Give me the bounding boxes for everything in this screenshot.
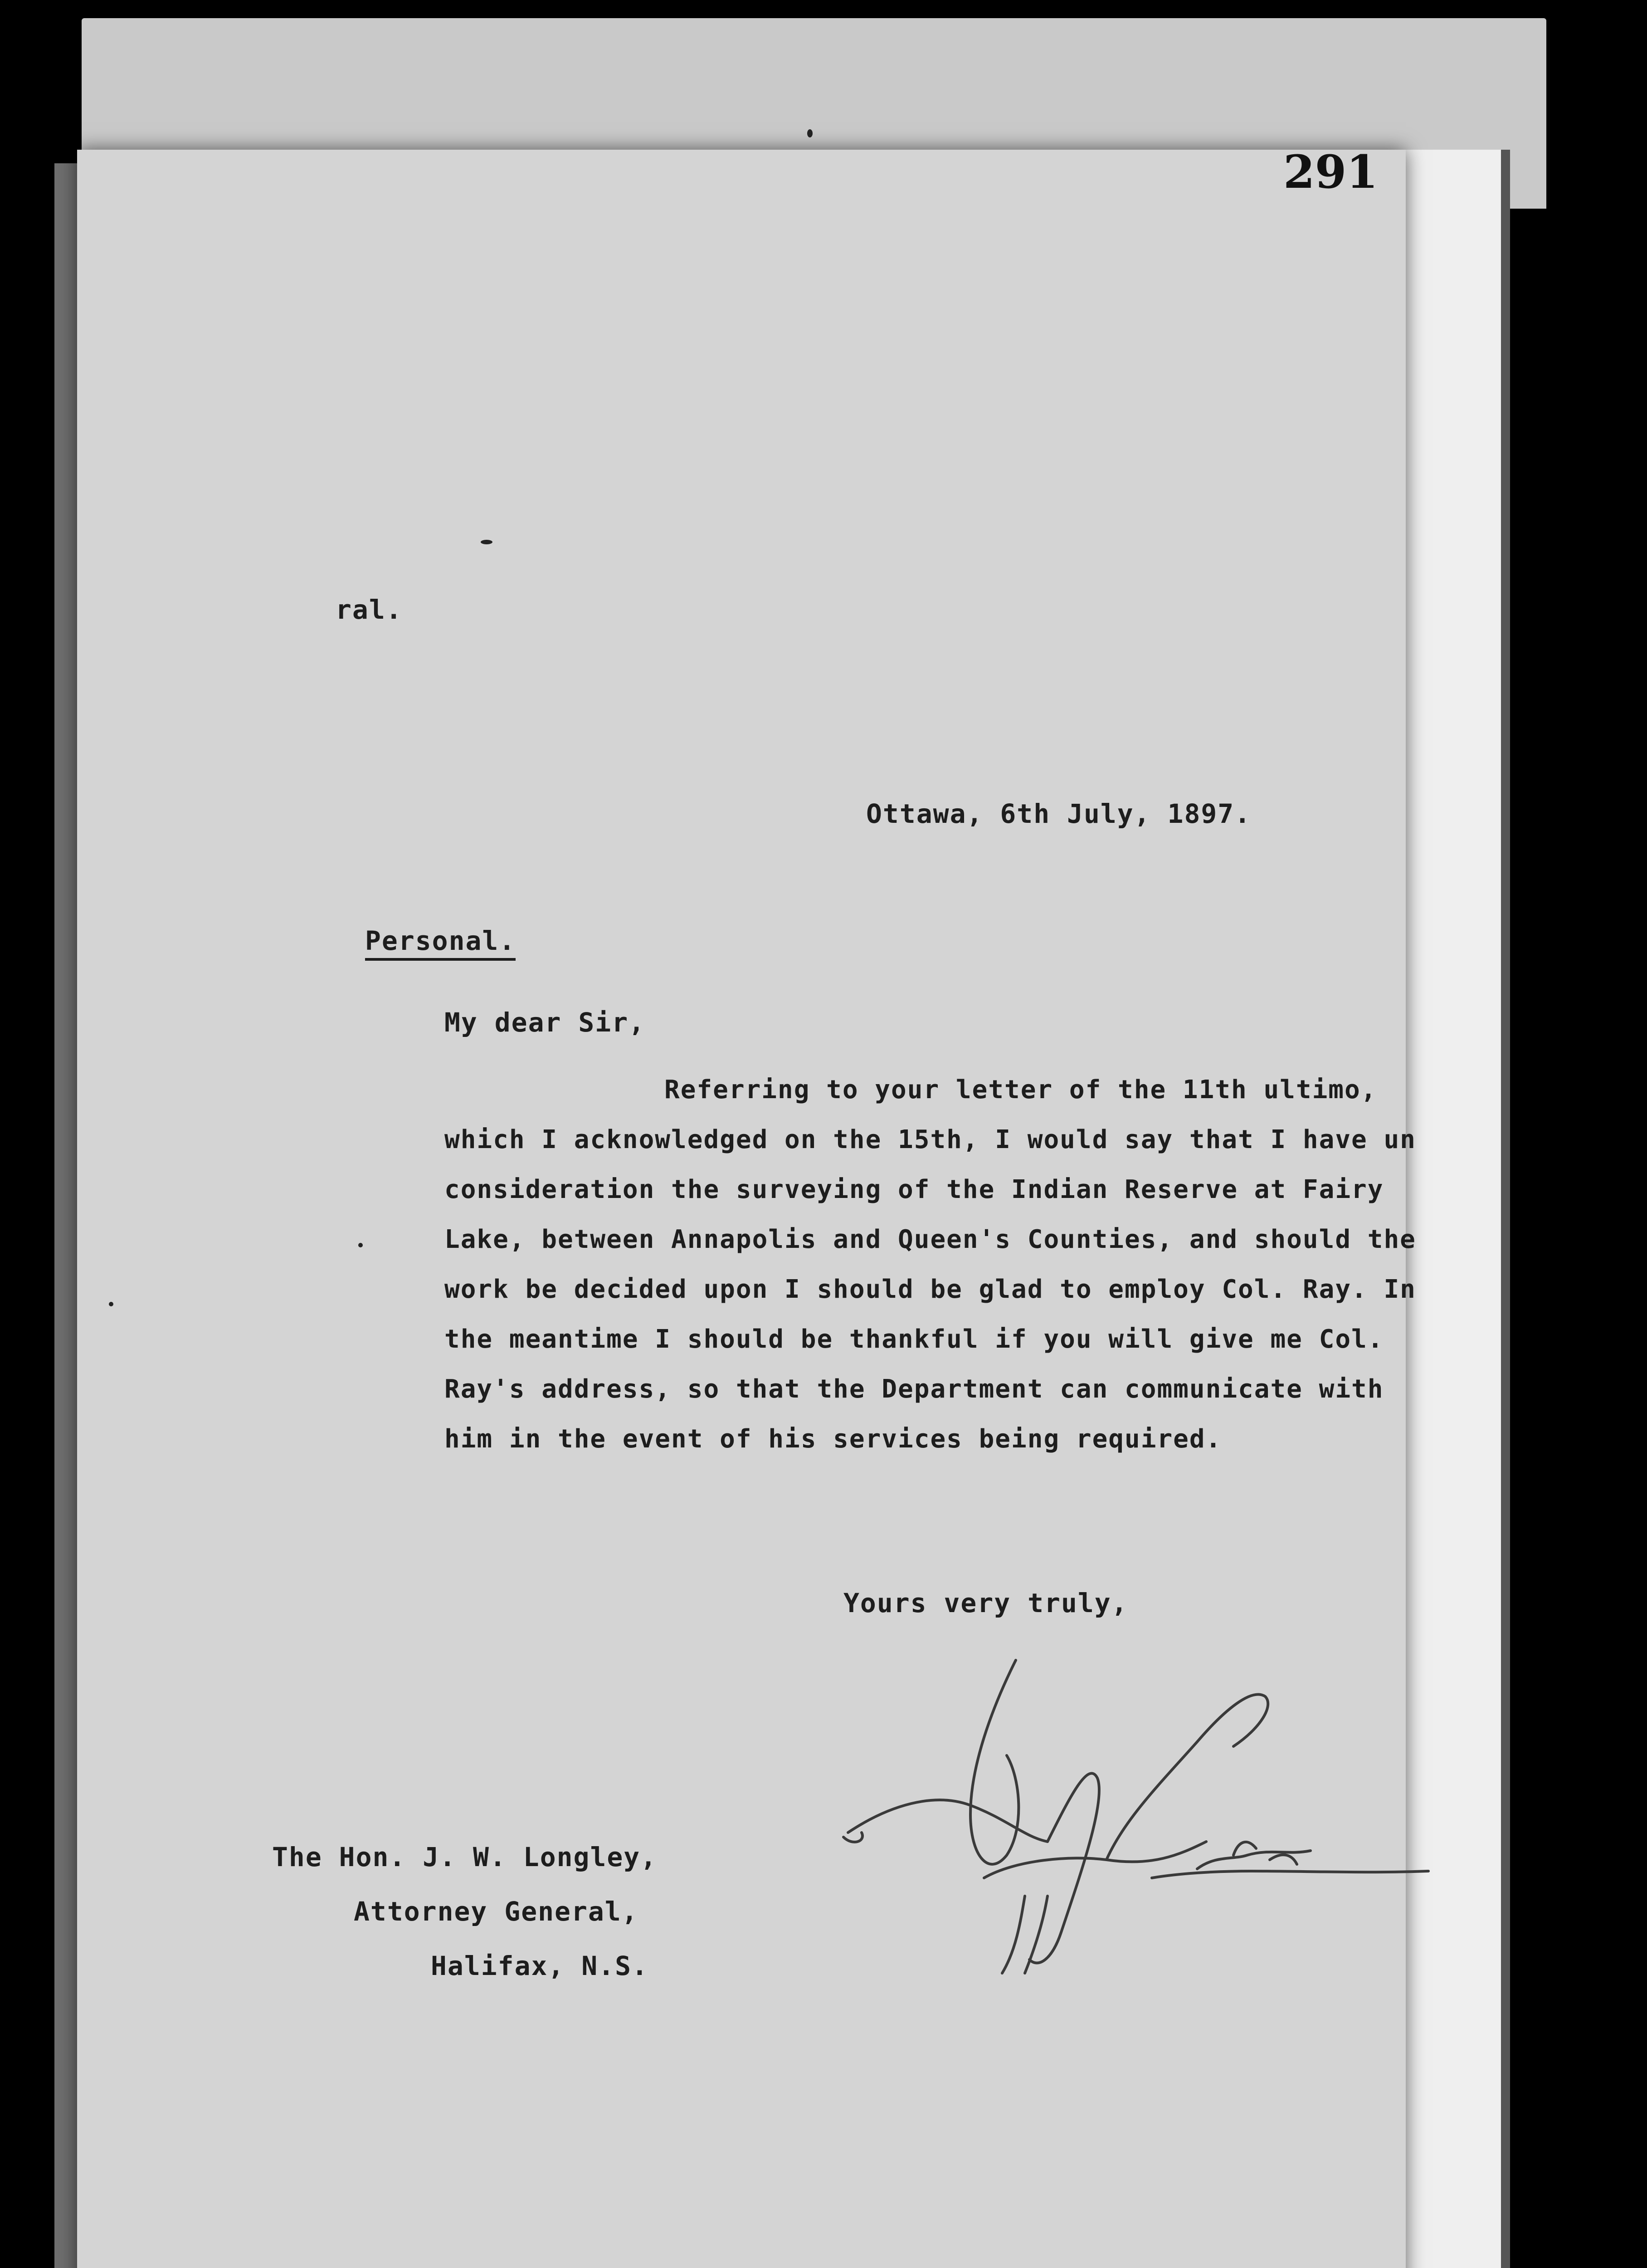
dust-speck bbox=[109, 1302, 113, 1306]
body-line: him in the event of his services being required. bbox=[444, 1424, 1222, 1454]
addressee-name: The Hon. J. W. Longley, bbox=[272, 1842, 658, 1872]
cut-off-heading-fragment: ral. bbox=[336, 594, 403, 625]
body-line: which I acknowledged on the 15th, I would say that I have un bbox=[444, 1125, 1416, 1154]
dust-speck bbox=[358, 1243, 363, 1247]
handwritten-signature bbox=[834, 1642, 1437, 1987]
closing: Yours very truly, bbox=[843, 1588, 1128, 1618]
body-line: consideration the surveying of the Indian Reserve at Fairy bbox=[444, 1175, 1384, 1204]
dust-speck bbox=[807, 129, 813, 137]
personal-heading: Personal. bbox=[365, 925, 516, 961]
addressee-title: Attorney General, bbox=[354, 1896, 638, 1927]
body-line: Referring to your letter of the 11th ultimo, bbox=[664, 1075, 1377, 1105]
page-edge-shadow bbox=[1501, 150, 1510, 2268]
dust-speck bbox=[481, 540, 492, 544]
body-line: Ray's address, so that the Department can communicate with bbox=[444, 1374, 1384, 1404]
body-line: work be decided upon I should be glad to employ Col. Ray. In bbox=[444, 1275, 1416, 1304]
addressee-location: Halifax, N.S. bbox=[431, 1950, 648, 1981]
body-line: the meantime I should be thankful if you will give me Col. bbox=[444, 1325, 1384, 1354]
date-line: Ottawa, 6th July, 1897. bbox=[866, 798, 1252, 829]
page-number: 291 bbox=[1283, 145, 1378, 199]
salutation: My dear Sir, bbox=[444, 1007, 646, 1038]
body-line: Lake, between Annapolis and Queen's Counties, and should the bbox=[444, 1225, 1416, 1254]
